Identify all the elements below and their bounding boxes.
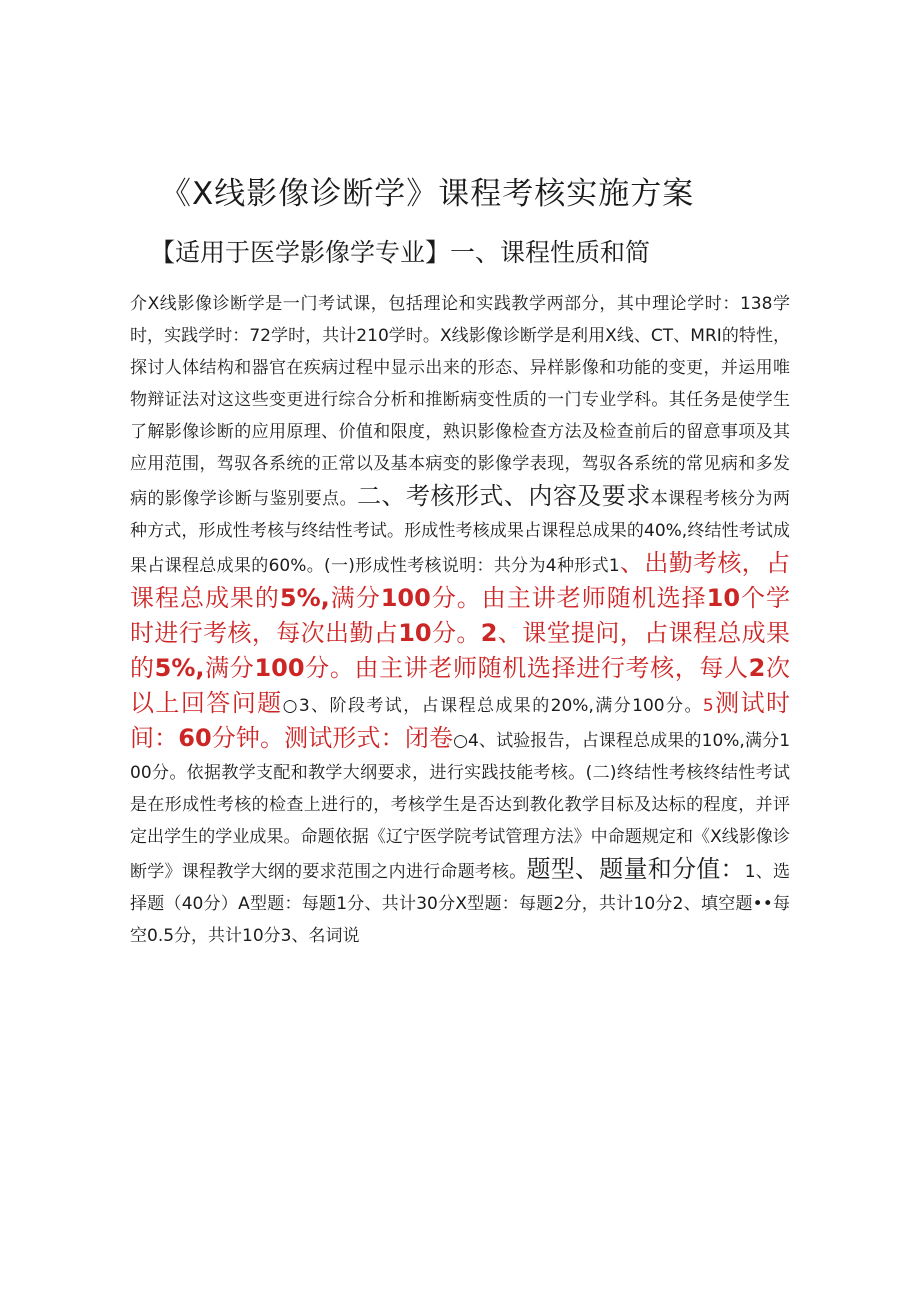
body-paragraph: 本课程考核分为两种方式，形成性考核与终结性考试。形成性考核成果占课程总成果的40%,终结性考试成果占课程总成果的60%。(一)形成性考核说明：共分为4种形式1: [130, 489, 790, 576]
highlighted-text: 测试时间：: [130, 689, 791, 752]
body-paragraph: 介X线影像诊断学是一门考试课，包括理论和实践教学两部分，其中理论学时：138学时，实践学时：72学时，共计210学时。X线影像诊断学是利用X线、CT、MRI的特性，探讨人体结构和器官在疾病过程中显示出来的形态、异样影像和功能的变更，并运用唯物辩证法对这这些变更进行综合分析和推断病变性质的一门专业学科。其任务是使学生了解影像诊断的应用原理、价值和限度，熟识影像检查方法及检查前后的留意事项及其应用范围，驾驭各系统的正常以及基本病变的影像学表现，驾驭各系统的常见病和多发病的影像学诊断与鉴别要点。: [130, 294, 790, 509]
document-body: [130, 288, 790, 952]
highlighted-text: 5: [702, 696, 714, 716]
document-title: 《X线影像诊断学》课程考核实施方案: [160, 176, 695, 212]
highlighted-text: 100: [380, 584, 431, 612]
highlighted-text: 100: [254, 654, 305, 682]
highlighted-text: 、出勤考核，占课程总成果的: [130, 549, 790, 612]
highlighted-text: 5%,: [154, 654, 205, 682]
highlighted-text: 、课堂提问，占课程总成果的: [130, 619, 791, 682]
body-paragraph: ○4、试验报告，占课程总成果的10%,满分100分。依据教学支配和教学大纲要求，进行实践技能考核。(二)终结性考核终结性考试是在形成性考核的检查上进行的，考核学生是否达到教化教学目标及达标的程度，并评定出学生的学业成果。命题依据《辽宁医学院考试管理方法》中命题规定和《X线影像诊断学》课程教学大纲的要求范围之内进行命题考核。: [130, 731, 791, 882]
document-subtitle: 【适用于医学影像学专业】一、课程性质和简: [150, 238, 651, 267]
highlighted-text: 满分: [204, 654, 255, 682]
highlighted-text: 2: [748, 654, 766, 682]
highlighted-text: 分。由主讲老师随机选择: [430, 584, 707, 612]
highlighted-text: 分。由主讲老师随机选择进行考核，每人: [304, 654, 749, 682]
body-paragraph: 1、选择题（40分）A型题：每题1分、共计30分X型题：每题2分，共计10分2、填空题••每空0.5分，共计10分3、名词说: [130, 862, 790, 946]
highlighted-text: 10: [398, 619, 432, 647]
highlighted-text: 次以上回答问题: [130, 654, 791, 717]
highlighted-text: 10: [706, 584, 741, 612]
highlighted-text: 5%,: [279, 584, 330, 612]
highlighted-text: 个学时进行考核，每次出勤占: [130, 584, 791, 647]
highlighted-text: 60: [178, 724, 212, 752]
body-paragraph: ○3、阶段考试，占课程总成果的20%,满分100分。: [282, 696, 703, 716]
highlighted-text: 分。: [431, 619, 481, 647]
highlighted-text: 分钟。测试形式：闭卷: [211, 724, 454, 752]
highlighted-text: 2: [480, 619, 498, 647]
section-heading: 题型、题量和分值：: [526, 855, 745, 883]
highlighted-text: 满分: [329, 584, 381, 612]
section-heading: 二、考核形式、内容及要求: [357, 482, 651, 510]
